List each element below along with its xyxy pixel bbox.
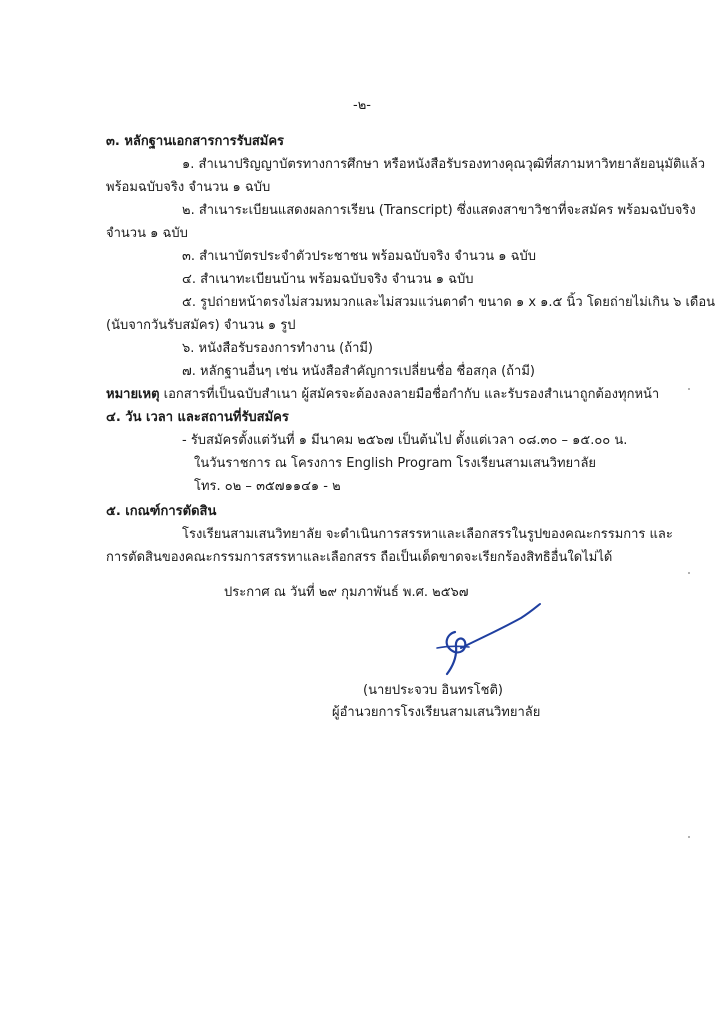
- section3-item5-line1: ๕. รูปถ่ายหน้าตรงไม่สวมหมวกและไม่สวมแว่นตาดำ ขนาด ๑ x ๑.๕ นิ้ว โดยถ่ายไม่เกิน ๖ เดือน: [182, 295, 716, 310]
- section5-line2: การตัดสินของคณะกรรมการสรรหาและเลือกสรร ถือเป็นเด็ดขาดจะเรียกร้องสิทธิอื่นใดไม่ได้: [106, 550, 613, 565]
- section5-heading: ๕. เกณฑ์การตัดสิน: [106, 504, 217, 519]
- note-label: หมายเหตุ: [106, 387, 160, 402]
- note-text: เอกสารที่เป็นฉบับสำเนา ผู้สมัครจะต้องลงลายมือชื่อกำกับ และรับรองสำเนาถูกต้องทุกหน้า: [163, 387, 660, 402]
- section3-item3: ๓. สำเนาบัตรประจำตัวประชาชน พร้อมฉบับจริง จำนวน ๑ ฉบับ: [182, 249, 536, 264]
- section3-item1-line1: ๑. สำเนาปริญญาบัตรทางการศึกษา หรือหนังสือรับรองทางคุณวุฒิที่สภามหาวิทยาลัยอนุมัติแล้ว: [182, 157, 706, 172]
- section5-line1: โรงเรียนสามเสนวิทยาลัย จะดำเนินการสรรหาและเลือกสรรในรูปของคณะกรรมการ และ: [182, 527, 673, 542]
- signer-name: (นายประจวบ อินทรโชติ): [363, 683, 503, 698]
- section3-note: [106, 387, 659, 403]
- section4-line1: - รับสมัครตั้งแต่วันที่ ๑ มีนาคม ๒๕๖๗ เป็นต้นไป ตั้งแต่เวลา ๐๘.๓๐ – ๑๕.๐๐ น.: [182, 433, 628, 448]
- section3-item2-line1: ๒. สำเนาระเบียนแสดงผลการเรียน (Transcript) ซึ่งแสดงสาขาวิชาที่จะสมัคร พร้อมฉบับจริง: [182, 203, 696, 218]
- section4-line3: โทร. ๐๒ – ๓๕๗๑๑๔๑ - ๒: [194, 479, 341, 494]
- signer-title: ผู้อำนวยการโรงเรียนสามเสนวิทยาลัย: [332, 705, 541, 720]
- section4-line2: ในวันราชการ ณ โครงการ English Program โรงเรียนสามเสนวิทยาลัย: [194, 456, 597, 471]
- section3-item6: ๖. หนังสือรับรองการทำงาน (ถ้ามี): [182, 341, 374, 356]
- section3-item1-line2: พร้อมฉบับจริง จำนวน ๑ ฉบับ: [106, 180, 271, 195]
- section3-item5-line2: (นับจากวันรับสมัคร) จำนวน ๑ รูป: [106, 318, 296, 333]
- section3-item2-line2: จำนวน ๑ ฉบับ: [106, 226, 188, 241]
- section3-item7: ๗. หลักฐานอื่นๆ เช่น หนังสือสำคัญการเปลี่ยนชื่อ ชื่อสกุล (ถ้ามี): [182, 364, 535, 379]
- section3-item4: ๔. สำเนาทะเบียนบ้าน พร้อมฉบับจริง จำนวน ๑ ฉบับ: [182, 272, 474, 287]
- announcement-date: ประกาศ ณ วันที่ ๒๙ กุมภาพันธ์ พ.ศ. ๒๕๖๗: [224, 585, 469, 600]
- section4-heading: ๔. วัน เวลา และสถานที่รับสมัคร: [106, 410, 289, 425]
- section3-heading: ๓. หลักฐานเอกสารการรับสมัคร: [106, 134, 285, 149]
- page-number: -๒-: [353, 98, 371, 113]
- signature-image: [425, 600, 555, 680]
